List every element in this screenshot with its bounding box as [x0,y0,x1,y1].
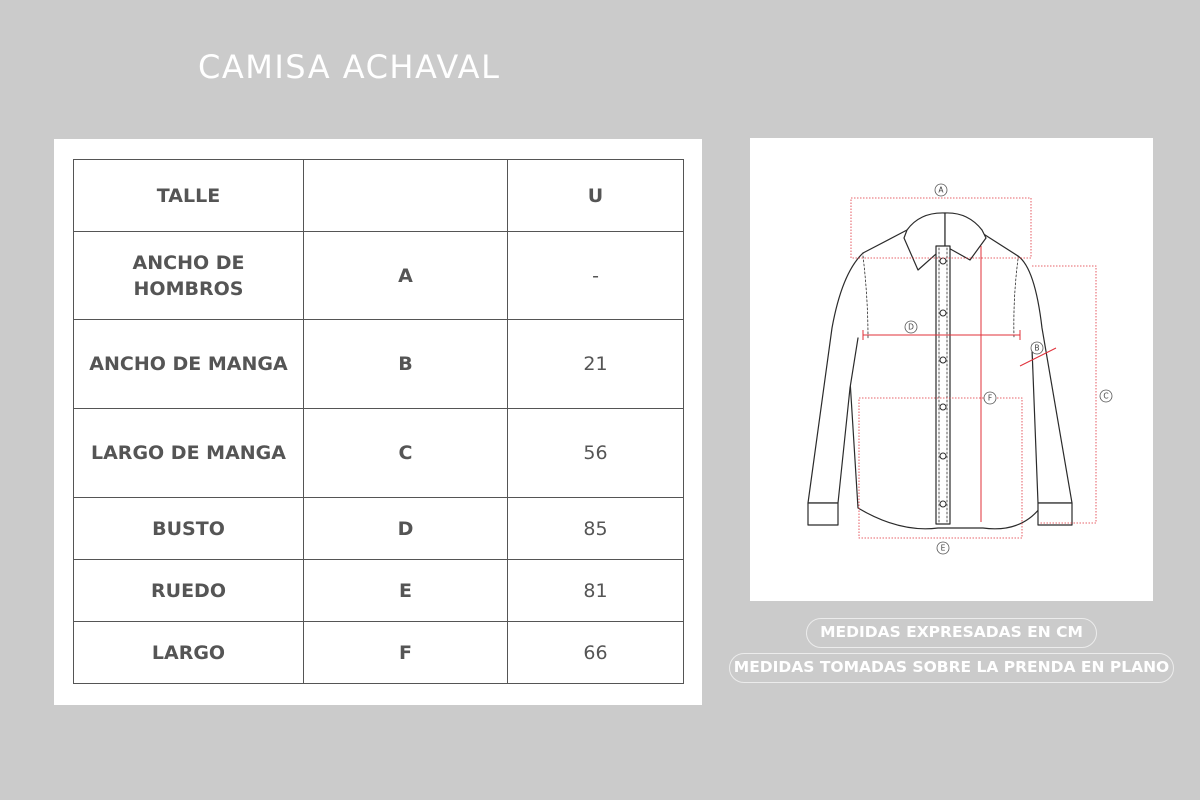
right-cuff [1038,503,1072,525]
row-label: ANCHO DE HOMBROS [74,232,304,320]
button-icon [940,501,946,507]
button-icon [940,310,946,316]
table-row [74,498,684,560]
marker-f-label: F [987,393,993,403]
table-header-row [74,160,684,232]
table-row [74,560,684,622]
row-label: LARGO [74,622,304,684]
size-table-card [54,139,702,705]
page-title: CAMISA ACHAVAL [198,48,501,86]
header-letter [304,160,508,232]
table-row [74,320,684,409]
row-value: 85 [508,498,684,560]
row-letter: E [304,560,508,622]
marker-a-label: A [938,185,944,195]
button-icon [940,404,946,410]
header-talle: TALLE [74,160,304,232]
row-letter: D [304,498,508,560]
left-cuff [808,503,838,525]
placket [936,246,950,524]
row-value: 66 [508,622,684,684]
row-value: 21 [508,320,684,409]
row-value: 56 [508,409,684,498]
marker-d-label: D [908,322,914,332]
row-label: RUEDO [74,560,304,622]
row-letter: F [304,622,508,684]
row-letter: C [304,409,508,498]
shirt-diagram-card [750,138,1153,601]
size-table [73,159,684,684]
button-icon [940,258,946,264]
table-row [74,232,684,320]
row-label: LARGO DE MANGA [74,409,304,498]
table-row [74,622,684,684]
row-value: 81 [508,560,684,622]
method-note-badge: MEDIDAS TOMADAS SOBRE LA PRENDA EN PLANO [729,653,1174,683]
marker-c-label: C [1103,391,1109,401]
shirt-diagram [750,138,1153,601]
units-note-badge: MEDIDAS EXPRESADAS EN CM [806,618,1097,648]
row-value: - [508,232,684,320]
marker-b-label: B [1034,343,1040,353]
row-label: ANCHO DE MANGA [74,320,304,409]
row-letter: A [304,232,508,320]
row-label: BUSTO [74,498,304,560]
marker-e-label: E [940,543,946,553]
row-letter: B [304,320,508,409]
header-size: U [508,160,684,232]
table-row [74,409,684,498]
button-icon [940,357,946,363]
button-icon [940,453,946,459]
